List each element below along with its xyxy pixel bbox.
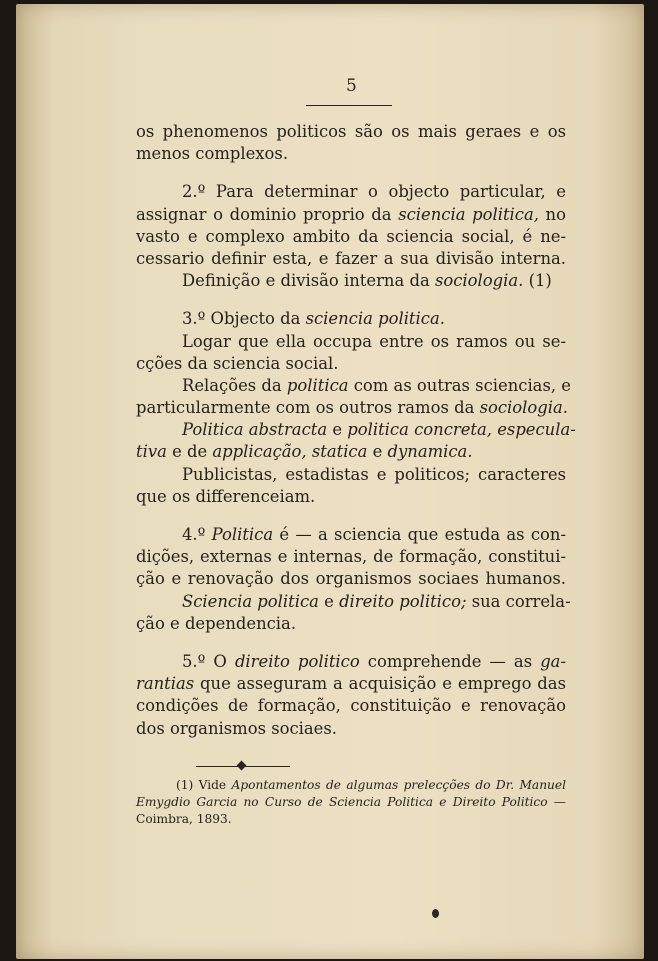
paragraph-gap xyxy=(136,165,566,181)
italic-run: sciencia politica. xyxy=(305,309,445,329)
text-line: cessario definir esta, e fazer a sua divisão interna. xyxy=(136,248,566,268)
text-line xyxy=(136,375,571,397)
italic-run: especula- xyxy=(497,420,576,440)
italic-run: Sciencia politica xyxy=(182,591,319,611)
italic-run: ga- xyxy=(540,651,566,671)
text-line xyxy=(136,204,566,226)
italic-run: tiva xyxy=(136,442,167,462)
text-run: 5.º O xyxy=(182,651,235,671)
text-line xyxy=(136,419,576,441)
text-run: particularmente com os outros ramos da xyxy=(136,398,480,418)
italic-run: politica concreta, xyxy=(347,420,492,440)
text-line xyxy=(136,441,566,463)
text-run: e xyxy=(327,420,348,440)
paragraph-4 xyxy=(136,524,571,635)
text-run: (1) Vide xyxy=(176,778,232,792)
text-run: e xyxy=(318,591,340,611)
text-run: comprehende — as xyxy=(359,651,541,671)
italic-run: Politica xyxy=(211,525,274,544)
footnote-reference: (1) xyxy=(523,271,552,291)
italic-run: sociologia. xyxy=(434,271,524,291)
italic-run: direito politico xyxy=(234,651,360,671)
text-line xyxy=(136,591,571,613)
paragraph-2 xyxy=(136,181,566,292)
text-line: condições de formação, constituição e renovação xyxy=(136,696,566,716)
text-line: os phenomenos politicos são os mais geraes e os xyxy=(136,122,566,141)
body-text xyxy=(136,121,576,740)
text-line xyxy=(136,673,566,695)
text-line: que os differenceiam. xyxy=(136,486,316,506)
text-run: sua correla- xyxy=(466,591,571,611)
italic-run: Politica abstracta xyxy=(182,420,328,440)
text-line xyxy=(136,651,566,673)
footnote xyxy=(136,777,566,828)
text-run: — xyxy=(547,795,566,809)
italic-run: Apontamentos de algumas prelecções do Dr. Manuel xyxy=(231,778,566,792)
text-run: e de xyxy=(166,442,213,462)
italic-run: applicação, statica xyxy=(212,442,368,462)
text-run: no xyxy=(538,204,566,224)
text-run: e xyxy=(367,442,388,462)
text-run: 3.º Objecto da xyxy=(182,309,306,329)
header-rule xyxy=(306,105,392,106)
text-line: Publicistas, estadistas e politicos; caracteres xyxy=(182,464,566,484)
italic-run: direito politico; xyxy=(339,591,467,611)
text-run: com as outras sciencias, e xyxy=(348,375,571,395)
text-run: assignar o dominio proprio da xyxy=(136,204,399,224)
text-run: Relações da xyxy=(182,375,287,395)
paragraph-gap xyxy=(136,292,566,308)
italic-run: politica xyxy=(286,375,349,395)
text-run: Definição e divisão interna da xyxy=(182,271,435,291)
text-line: Logar que ella occupa entre os ramos ou se- xyxy=(182,331,566,351)
text-line: 2.º Para determinar o objecto particular, e xyxy=(182,182,566,202)
text-line: menos complexos. xyxy=(136,144,289,164)
italic-run: sociologia. xyxy=(479,398,568,418)
text-line: ção e renovação dos organismos sociaes humanos. xyxy=(136,569,566,589)
text-run: 4.º xyxy=(182,525,212,544)
paragraph-gap xyxy=(136,635,566,651)
footnote-line xyxy=(136,794,566,811)
footnote-line xyxy=(136,777,566,794)
ink-spot xyxy=(432,909,439,918)
text-run: que asseguram a acquisição e emprego das xyxy=(194,674,566,694)
text-line xyxy=(136,524,566,546)
footnote-line: Coimbra, 1893. xyxy=(136,812,232,826)
page-number: 5 xyxy=(346,76,357,96)
text-line: cções da sciencia social. xyxy=(136,353,339,373)
paragraph-gap xyxy=(136,508,566,524)
text-line xyxy=(136,270,566,292)
text-line: dos organismos sociaes. xyxy=(136,718,337,738)
italic-run: Emygdio Garcia no Curso de Sciencia Politica e Direito Politico xyxy=(136,795,548,809)
italic-run: dynamica. xyxy=(387,442,473,462)
text-run: é — a sciencia que estuda as con- xyxy=(273,525,567,544)
paragraph-3 xyxy=(136,308,576,508)
paragraph-1 xyxy=(136,121,566,165)
text-line: vasto e complexo ambito da sciencia social, é ne- xyxy=(136,226,566,246)
text-line xyxy=(136,397,566,419)
text-line: dições, externas e internas, de formação, constitui- xyxy=(136,547,566,567)
italic-run: rantias xyxy=(136,674,195,694)
paragraph-5 xyxy=(136,651,566,740)
text-line xyxy=(136,308,566,330)
text-line: ção e dependencia. xyxy=(136,613,297,633)
italic-run: sciencia politica, xyxy=(398,204,539,224)
